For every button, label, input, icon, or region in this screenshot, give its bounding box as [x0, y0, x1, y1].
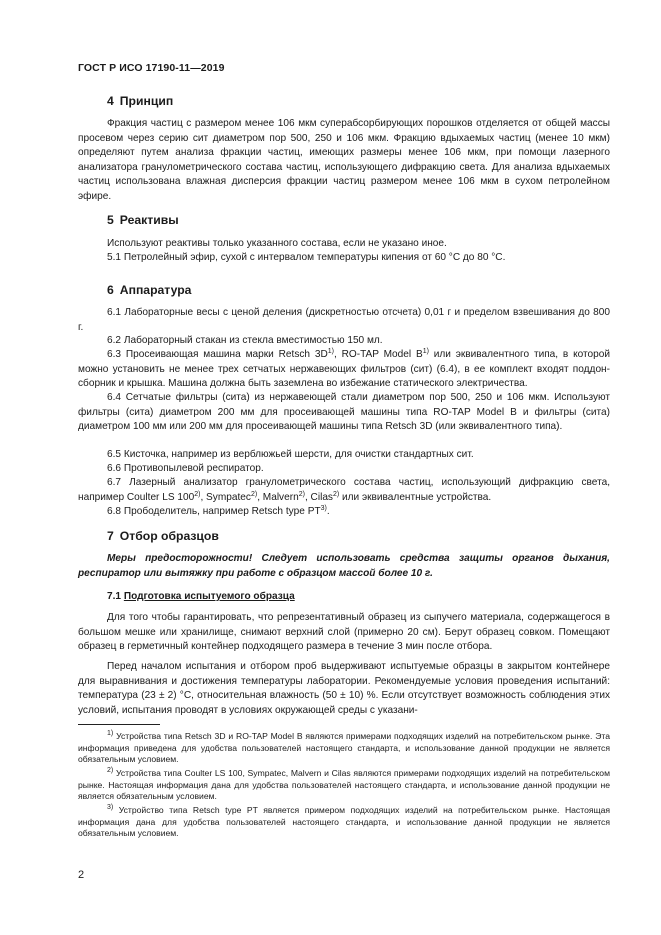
- clause-6-1: 6.1 Лабораторные весы с ценой деления (дискретностью отсчета) 0,01 г и пределом взвешивания до 800 г.: [78, 307, 610, 333]
- section-5-title: Реактивы: [119, 213, 179, 227]
- section-7-title: Отбор образцов: [119, 529, 219, 543]
- safety-warning: Меры предосторожности! Следует использовать средства защиты органов дыхания, респиратор или вытяжку при работе с образцом массой более 10 г.: [78, 553, 610, 579]
- section-5-number: 5: [107, 213, 114, 227]
- section-6-title: Аппаратура: [119, 283, 192, 297]
- footnote-ref-2: 2): [194, 490, 201, 498]
- clause-6-3: 6.3 Просеивающая машина марки Retsch $3D^{1)}$, RO-TAP Model $B^{1)}$ или эквивалентного типа, в которой можно установить не менее трех сетчатых нержавеющих фильтров (сит) (6.4), в ее комплект входят поддон-сборник и крышка. Машина должна быть заземлена во избежание статического электричества.: [78, 348, 610, 390]
- section-4-heading: [107, 94, 173, 108]
- subsection-7-1-heading: [107, 591, 295, 602]
- footnote-ref-1: 1): [422, 348, 429, 355]
- footnote-separator: [78, 724, 160, 725]
- footnote-3-mark: 3): [107, 804, 114, 811]
- footnote-2-mark: 2): [107, 767, 114, 774]
- footnote-2: $^{2)}$ Устройства типа Coulter LS 100, Sympatec, Malvern и Cilas являются примерами подходящих изделий на потребительском рынке. Настоящая информация дана для удобства пользователей настоящего стандарта, и использование данной продукции не является обязательным условием.: [78, 767, 610, 802]
- footnote-ref-2: 2): [298, 490, 305, 498]
- footnote-ref-1: 1): [327, 348, 334, 355]
- subsection-7-1-title: Подготовка испытуемого образца: [123, 591, 295, 602]
- clause-6-8: 6.8 Прободелитель, например Retsch type PT$^{3)}$.: [107, 505, 330, 517]
- section-4-title: Принцип: [119, 94, 174, 108]
- section-6-number: 6: [107, 283, 114, 297]
- section-7-heading: [107, 529, 219, 543]
- footnote-ref-2: 2): [250, 490, 258, 498]
- document-header: ГОСТ Р ИСО 17190-11—2019: [78, 62, 225, 74]
- section-4-paragraph: Фракция частиц с размером менее 106 мкм суперабсорбирующих порошков отделяется от общей массы просевом через серию сит диаметром пор 500, 250 и 106 мкм. Фракцию вдыхаемых частиц (менее 10 мкм) определяют путем анализа фракции частиц, имеющих размеры менее 106 мкм, при помощи лазерного анализатора гранулометрического состава частиц, использующего дифракцию света. Для анализа вдыхаемых частиц использована влажная дисперсия фракции частиц размером менее 106 мкм в сухом петролейном эфире.: [78, 118, 610, 202]
- clause-6-6: 6.6 Противопылевой респиратор.: [107, 463, 264, 474]
- footnote-3: $^{3)}$ Устройство типа Retsch type PT является примером подходящих изделий на потребительском рынке. Настоящая информация дана для удобства пользователей настоящего стандарта, и использование данной продукции не является обязательным условием.: [78, 804, 611, 839]
- footnote-ref-2: 2): [332, 490, 340, 498]
- subsection-7-1-number: 7.1: [107, 591, 122, 602]
- clause-5-1: 5.1 Петролейный эфир, сухой с интервалом температуры кипения от 60 °С до 80 °С.: [107, 252, 506, 263]
- page-number: 2: [78, 869, 85, 881]
- section-7-paragraph-2: Перед началом испытания и отбором проб выдерживают испытуемые образцы в закрытом контейнере для выравнивания и достижения температуры лаборатории. Рекомендуемые условия проведения испытаний: температура (23 ± 2) °С, относительная влажность (50 ± 10) %. Если отсутствует возможность соблюдения этих условий, испытания проводят в условиях окружающей среды с указани-: [78, 661, 610, 716]
- section-4-number: 4: [107, 94, 114, 108]
- section-6-heading: [107, 283, 191, 297]
- clause-6-7: 6.7 Лазерный анализатор гранулометрического состава частиц, использующий дифракцию света, например Coulter LS 100$^{2)}$, Sympatec$^{2)}$, Malvern$^{2)}$, Cilas$^{2)}$ или эквивалентные устройства.: [78, 477, 610, 503]
- section-7-paragraph-1: Для того чтобы гарантировать, что репрезентативный образец из сыпучего материала, содержащегося в большом мешке или хранилище, снимают верхний слой (примерно 20 см). Берут образец совком. Помещают образец в герметичный контейнер подходящего размера в течение 3 мин после отбора.: [78, 612, 610, 653]
- footnote-1: $^{1)}$ Устройства типа Retsch 3D и RO-TAP Model B являются примерами подходящих изделий на потребительском рынке. Эта информация приведена для удобства пользователей настоящего стандарта, и использование данной продукции не является обязательным условием.: [78, 730, 610, 765]
- footnote-ref-3: 3): [320, 505, 327, 512]
- footnote-1-mark: 1): [107, 730, 114, 737]
- section-5-intro: Используют реактивы только указанного состава, если не указано иное.: [107, 238, 447, 249]
- section-7-number: 7: [107, 529, 114, 543]
- clause-6-4: 6.4 Сетчатые фильтры (сита) из нержавеющей стали диаметром пор 500, 250 и 106 мкм. Используют фильтры (сита) диаметром 200 мм для просеивающей машины типа RO-TAP Model B и фильтры (сита) диаметром 100 мм или 200 мм для просеивающей машины типа Retsch 3D (или эквивалентного типа).: [78, 392, 610, 433]
- section-5-heading: [107, 213, 179, 227]
- clause-6-5: 6.5 Кисточка, например из верблюжьей шерсти, для очистки стандартных сит.: [107, 449, 474, 460]
- clause-6-2: 6.2 Лабораторный стакан из стекла вместимостью 150 мл.: [107, 335, 383, 346]
